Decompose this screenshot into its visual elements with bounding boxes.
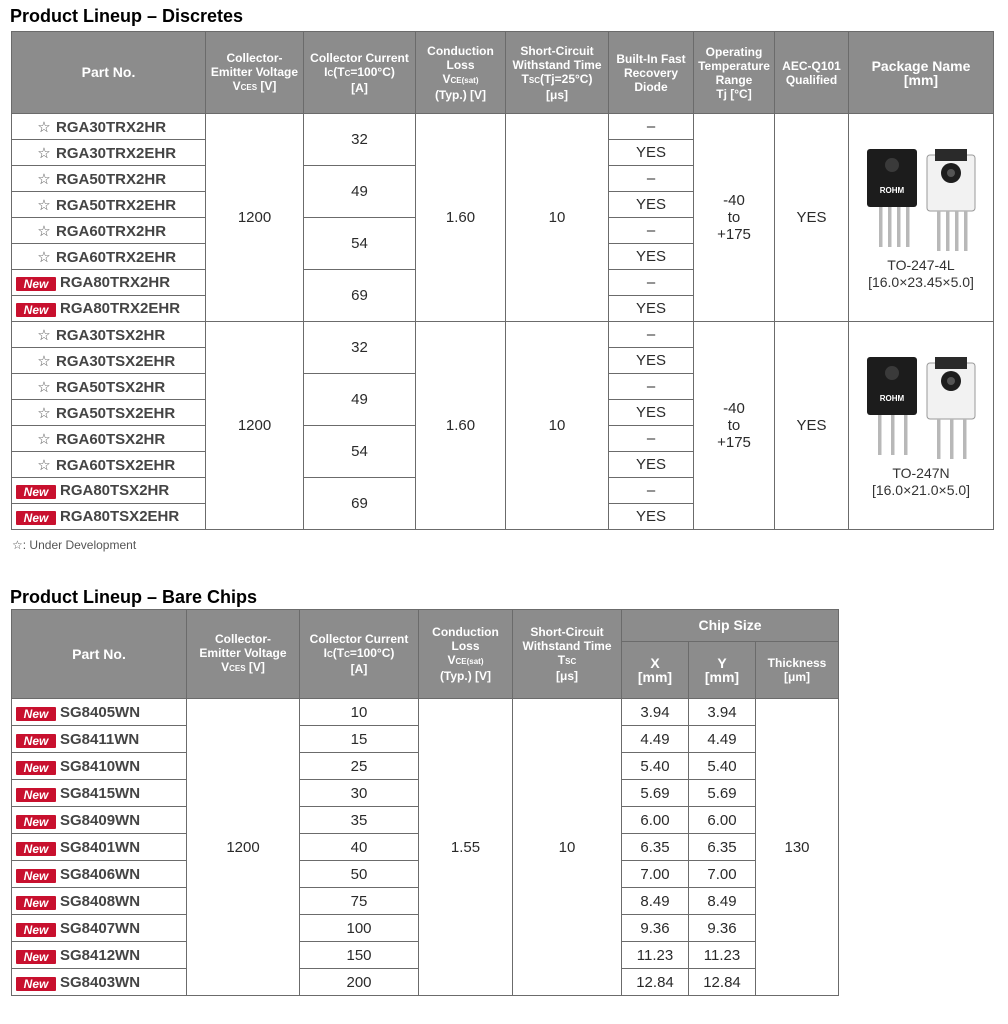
part-number-cell (12, 807, 187, 834)
col-header-part-no: Part No. (12, 32, 206, 114)
star-icon: ☆ (37, 430, 51, 448)
part-number-cell (12, 218, 206, 244)
package-dims: [16.0×23.45×5.0] (868, 273, 974, 290)
diode-cell: – (609, 478, 694, 504)
star-icon: ☆ (37, 222, 51, 240)
vces-cell: 1200 (206, 114, 304, 322)
diode-cell: – (609, 426, 694, 452)
star-icon: ☆ (37, 170, 51, 188)
bare-chips-title: Product Lineup – Bare Chips (10, 587, 258, 607)
part-number-cell (12, 969, 187, 996)
package-front-icon (867, 357, 917, 455)
current-cell: 35 (300, 807, 419, 834)
current-cell: 69 (304, 270, 416, 322)
chip-y-cell: 9.36 (689, 915, 756, 942)
diode-cell: – (609, 166, 694, 192)
chip-y-cell: 3.94 (689, 699, 756, 726)
col-header-ic: Collector Current IC(TC=100°C) [A] (304, 32, 416, 114)
part-number: RGA80TSX2EHR (60, 508, 180, 525)
current-cell: 69 (304, 478, 416, 530)
diode-cell: YES (609, 140, 694, 166)
part-number: RGA80TRX2EHR (60, 300, 181, 317)
package-front-icon (867, 149, 917, 247)
temp-range-cell (694, 322, 775, 530)
col-header-chip-size: Chip Size (622, 610, 839, 642)
col-header-ic: Collector Current IC(TC=100°C) [A] (300, 610, 419, 699)
part-number-cell (12, 504, 206, 530)
part-number: RGA50TRX2EHR (56, 196, 177, 214)
current-cell: 30 (300, 780, 419, 807)
part-number: RGA50TRX2HR (56, 170, 167, 188)
part-number-cell (12, 244, 206, 270)
new-badge: New (16, 303, 56, 317)
package-dims: [16.0×21.0×5.0] (871, 481, 971, 498)
star-icon: ☆ (37, 404, 51, 422)
thickness-cell: 130 (756, 699, 839, 996)
new-badge: New (16, 923, 56, 937)
part-number-cell (12, 166, 206, 192)
current-cell: 10 (300, 699, 419, 726)
chip-x-cell: 11.23 (622, 942, 689, 969)
package-pin (888, 207, 892, 247)
col-header-tsc: Short-Circuit Withstand Time TSC(Tj=25°C) [μs] (506, 32, 609, 114)
part-number-cell (12, 834, 187, 861)
part-number-cell (12, 780, 187, 807)
package-name: TO-247N (892, 464, 950, 481)
chip-x-cell: 5.40 (622, 753, 689, 780)
current-cell: 15 (300, 726, 419, 753)
part-number-cell (12, 699, 187, 726)
part-number-cell (12, 322, 206, 348)
new-badge: New (16, 788, 56, 802)
current-cell: 100 (300, 915, 419, 942)
current-cell: 54 (304, 218, 416, 270)
part-number: SG8407WN (60, 919, 141, 937)
part-number: RGA30TRX2HR (56, 118, 167, 136)
aec-cell: YES (775, 114, 849, 322)
current-cell: 49 (304, 166, 416, 218)
part-number-cell (12, 140, 206, 166)
new-badge: New (16, 277, 56, 291)
part-number: RGA30TSX2HR (56, 326, 166, 344)
part-number: RGA60TSX2HR (56, 430, 166, 448)
col-header-temp: Operating Temperature Range Tj [°C] (694, 32, 775, 114)
package-cell (849, 114, 994, 322)
temp-max: +175 (717, 226, 751, 243)
part-number-cell (12, 374, 206, 400)
part-number-cell (12, 270, 206, 296)
package-cell (849, 322, 994, 530)
aec-cell: YES (775, 322, 849, 530)
vces-cell: 1200 (187, 699, 300, 996)
col-header-loss: Conduction Loss VCE(sat) (Typ.) [V] (419, 610, 513, 699)
package-pin (937, 211, 941, 251)
col-header-x: X [mm] (622, 642, 689, 699)
current-cell: 75 (300, 888, 419, 915)
col-header-package: Package Name [mm] (849, 32, 994, 114)
tsc-cell: 10 (506, 322, 609, 530)
part-number-cell (12, 478, 206, 504)
discretes-header-row (12, 32, 994, 114)
chip-x-cell: 3.94 (622, 699, 689, 726)
part-number: RGA80TRX2HR (60, 274, 171, 291)
tsc-cell: 10 (513, 699, 622, 996)
part-number: RGA60TSX2EHR (56, 456, 176, 474)
diode-cell: – (609, 322, 694, 348)
current-cell: 25 (300, 753, 419, 780)
chip-y-cell: 5.40 (689, 753, 756, 780)
current-cell: 200 (300, 969, 419, 996)
part-number: RGA30TSX2EHR (56, 352, 176, 370)
part-number: RGA50TSX2HR (56, 378, 166, 396)
col-header-vces: Collector- Emitter Voltage VCES [V] (187, 610, 300, 699)
part-number-cell (12, 753, 187, 780)
chip-x-cell: 6.35 (622, 834, 689, 861)
current-cell: 32 (304, 114, 416, 166)
chip-y-cell: 5.69 (689, 780, 756, 807)
part-number: SG8409WN (60, 811, 141, 829)
star-icon: ☆ (37, 144, 51, 162)
part-number-cell (12, 400, 206, 426)
col-header-part-no: Part No. (12, 610, 187, 699)
new-badge: New (16, 896, 56, 910)
current-cell: 150 (300, 942, 419, 969)
col-header-tsc: Short-Circuit Withstand Time TSC [μs] (513, 610, 622, 699)
rohm-logo: ROHM (879, 185, 905, 195)
diode-cell: YES (609, 296, 694, 322)
new-badge: New (16, 950, 56, 964)
temp-to: to (727, 417, 741, 434)
new-badge: New (16, 734, 56, 748)
discretes-title: Product Lineup – Discretes (10, 6, 244, 26)
chip-x-cell: 9.36 (622, 915, 689, 942)
table-row (12, 114, 994, 140)
package-name: TO-247-4L (887, 256, 955, 273)
diode-cell: – (609, 218, 694, 244)
current-cell: 40 (300, 834, 419, 861)
part-number: SG8408WN (60, 892, 141, 910)
chip-x-cell: 12.84 (622, 969, 689, 996)
part-number: SG8405WN (60, 703, 141, 721)
part-number: RGA80TSX2HR (60, 482, 170, 499)
table-row (12, 699, 839, 726)
part-number: SG8410WN (60, 757, 141, 775)
part-number-cell (12, 726, 187, 753)
package-pin (964, 211, 968, 251)
new-badge: New (16, 842, 56, 856)
diode-cell: YES (609, 192, 694, 218)
package-image (859, 353, 983, 465)
new-badge: New (16, 707, 56, 721)
part-number: RGA60TRX2HR (56, 222, 167, 240)
col-header-loss: Conduction Loss VCE(sat) (Typ.) [V] (416, 32, 506, 114)
diode-cell: YES (609, 400, 694, 426)
package-back-icon (927, 357, 975, 459)
star-icon: ☆ (37, 456, 51, 474)
diode-cell: – (609, 270, 694, 296)
col-header-aec: AEC-Q101 Qualified (775, 32, 849, 114)
table-row (12, 322, 994, 348)
package-pin (937, 419, 941, 459)
part-number: SG8415WN (60, 784, 141, 802)
vces-cell: 1200 (206, 322, 304, 530)
loss-cell: 1.60 (416, 322, 506, 530)
col-header-vces: Collector- Emitter Voltage VCES [V] (206, 32, 304, 114)
col-header-y: Y [mm] (689, 642, 756, 699)
part-number-cell (12, 452, 206, 478)
part-number: SG8412WN (60, 946, 141, 964)
part-number: SG8411WN (60, 730, 140, 748)
new-badge: New (16, 977, 56, 991)
col-header-thickness: Thickness [μm] (756, 642, 839, 699)
star-icon: ☆ (37, 196, 51, 214)
part-number-cell (12, 426, 206, 452)
part-number-cell (12, 348, 206, 374)
star-icon: ☆ (37, 378, 51, 396)
diode-cell: YES (609, 504, 694, 530)
chip-x-cell: 6.00 (622, 807, 689, 834)
discretes-table (11, 31, 994, 530)
diode-cell: – (609, 114, 694, 140)
part-number: RGA50TSX2EHR (56, 404, 176, 422)
diode-cell: YES (609, 244, 694, 270)
part-number-cell (12, 915, 187, 942)
part-number: SG8403WN (60, 973, 141, 991)
package-pin (891, 415, 895, 455)
chip-x-cell: 4.49 (622, 726, 689, 753)
bare-chips-table (11, 609, 839, 996)
star-icon: ☆ (37, 248, 51, 266)
temp-max: +175 (717, 434, 751, 451)
chip-x-cell: 7.00 (622, 861, 689, 888)
diode-cell: – (609, 374, 694, 400)
chip-y-cell: 12.84 (689, 969, 756, 996)
package-pin (878, 415, 882, 455)
package-pin (963, 419, 967, 459)
temp-min: -40 (723, 400, 745, 417)
tsc-cell: 10 (506, 114, 609, 322)
package-pin (904, 415, 908, 455)
part-number-cell (12, 942, 187, 969)
chip-y-cell: 8.49 (689, 888, 756, 915)
star-icon: ☆ (37, 118, 51, 136)
current-cell: 49 (304, 374, 416, 426)
bare-chips-header-row-1 (12, 610, 839, 642)
part-number-cell (12, 888, 187, 915)
part-number-cell (12, 861, 187, 888)
new-badge: New (16, 511, 56, 525)
current-cell: 50 (300, 861, 419, 888)
package-pin (879, 207, 883, 247)
part-number-cell (12, 114, 206, 140)
package-image (859, 145, 983, 257)
star-icon: ☆ (37, 326, 51, 344)
package-pin (950, 419, 954, 459)
package-pin (955, 211, 959, 251)
chip-y-cell: 4.49 (689, 726, 756, 753)
under-development-note: ☆: Under Development (12, 538, 137, 552)
new-badge: New (16, 485, 56, 499)
diode-cell: YES (609, 452, 694, 478)
new-badge: New (16, 761, 56, 775)
new-badge: New (16, 869, 56, 883)
part-number: SG8406WN (60, 865, 141, 883)
new-badge: New (16, 815, 56, 829)
chip-y-cell: 11.23 (689, 942, 756, 969)
chip-x-cell: 8.49 (622, 888, 689, 915)
col-header-diode: Built-In Fast Recovery Diode (609, 32, 694, 114)
temp-range-cell (694, 114, 775, 322)
part-number-cell (12, 296, 206, 322)
package-pin (897, 207, 901, 247)
temp-min: -40 (723, 192, 745, 209)
package-pin (946, 211, 950, 251)
chip-y-cell: 6.35 (689, 834, 756, 861)
loss-cell: 1.55 (419, 699, 513, 996)
rohm-logo: ROHM (879, 393, 905, 403)
star-icon: ☆ (37, 352, 51, 370)
chip-x-cell: 5.69 (622, 780, 689, 807)
loss-cell: 1.60 (416, 114, 506, 322)
part-number-cell (12, 192, 206, 218)
current-cell: 54 (304, 426, 416, 478)
chip-y-cell: 6.00 (689, 807, 756, 834)
package-back-icon (927, 149, 975, 251)
temp-to: to (727, 209, 741, 226)
part-number: RGA60TRX2EHR (56, 248, 177, 266)
part-number: SG8401WN (60, 838, 141, 856)
chip-y-cell: 7.00 (689, 861, 756, 888)
part-number: RGA30TRX2EHR (56, 144, 177, 162)
current-cell: 32 (304, 322, 416, 374)
package-pin (906, 207, 910, 247)
diode-cell: YES (609, 348, 694, 374)
